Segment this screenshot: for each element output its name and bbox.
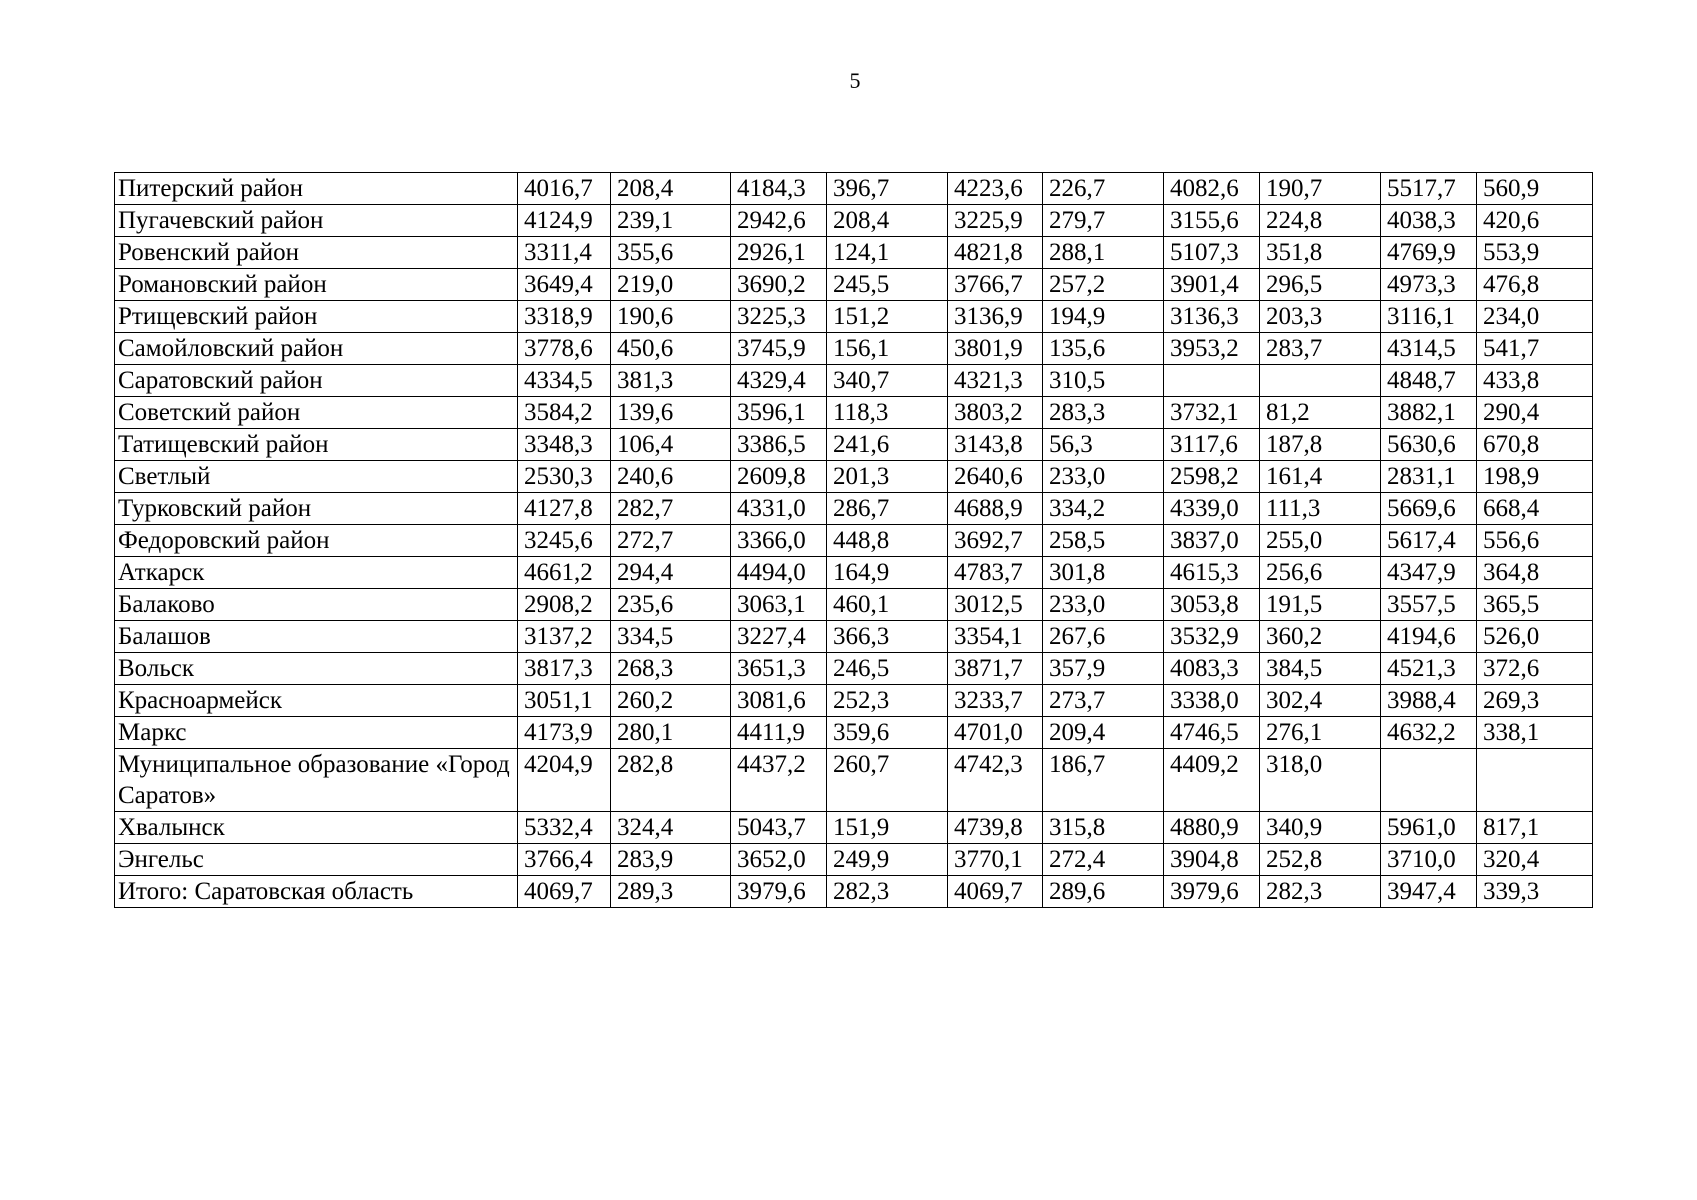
value-cell: 4321,3 [948,365,1043,397]
table-row [115,749,1593,812]
value-cell: 219,0 [611,269,731,301]
value-cell: 3354,1 [948,621,1043,653]
value-cell: 3766,4 [518,844,611,876]
value-cell: 3233,7 [948,685,1043,717]
value-cell: 294,4 [611,557,731,589]
value-cell: 296,5 [1260,269,1381,301]
value-cell: 289,6 [1043,876,1164,908]
value-cell: 301,8 [1043,557,1164,589]
value-cell: 3137,2 [518,621,611,653]
value-cell: 3053,8 [1164,589,1260,621]
value-cell: 5043,7 [731,812,827,844]
value-cell: 4769,9 [1381,237,1477,269]
value-cell: 560,9 [1477,173,1593,205]
value-cell: 2908,2 [518,589,611,621]
value-cell: 286,7 [827,493,948,525]
value-cell: 351,8 [1260,237,1381,269]
value-cell: 3225,3 [731,301,827,333]
value-cell: 4661,2 [518,557,611,589]
table-row [115,557,1593,589]
value-cell: 668,4 [1477,493,1593,525]
value-cell: 139,6 [611,397,731,429]
value-cell: 260,7 [827,749,948,812]
table-body [115,173,1593,908]
value-cell: 3979,6 [1164,876,1260,908]
table-row [115,653,1593,685]
value-cell: 3348,3 [518,429,611,461]
value-cell: 111,3 [1260,493,1381,525]
table-row [115,876,1593,908]
value-cell: 268,3 [611,653,731,685]
row-name-cell: Маркс [115,717,518,749]
value-cell: 124,1 [827,237,948,269]
value-cell: 5517,7 [1381,173,1477,205]
value-cell: 276,1 [1260,717,1381,749]
table-row [115,621,1593,653]
value-cell: 339,3 [1477,876,1593,908]
row-name-cell: Итого: Саратовская область [115,876,518,908]
table-row [115,461,1593,493]
value-cell: 4223,6 [948,173,1043,205]
value-cell: 3652,0 [731,844,827,876]
value-cell: 258,5 [1043,525,1164,557]
value-cell: 272,4 [1043,844,1164,876]
value-cell: 4184,3 [731,173,827,205]
value-cell: 3871,7 [948,653,1043,685]
value-cell [1477,749,1593,812]
value-cell: 4329,4 [731,365,827,397]
value-cell: 4409,2 [1164,749,1260,812]
value-cell: 4334,5 [518,365,611,397]
row-name-cell: Ровенский район [115,237,518,269]
value-cell: 4742,3 [948,749,1043,812]
value-cell: 282,3 [827,876,948,908]
value-cell: 384,5 [1260,653,1381,685]
value-cell: 235,6 [611,589,731,621]
value-cell: 2942,6 [731,205,827,237]
row-name-cell: Энгельс [115,844,518,876]
value-cell: 3817,3 [518,653,611,685]
value-cell: 282,3 [1260,876,1381,908]
row-name-cell: Балашов [115,621,518,653]
value-cell: 273,7 [1043,685,1164,717]
value-cell: 267,6 [1043,621,1164,653]
value-cell: 151,2 [827,301,948,333]
value-cell: 4739,8 [948,812,1043,844]
value-cell: 556,6 [1477,525,1593,557]
value-cell: 4783,7 [948,557,1043,589]
value-cell: 302,4 [1260,685,1381,717]
value-cell: 340,9 [1260,812,1381,844]
value-cell: 3596,1 [731,397,827,429]
value-cell: 3803,2 [948,397,1043,429]
value-cell: 340,7 [827,365,948,397]
value-cell: 161,4 [1260,461,1381,493]
value-cell: 234,0 [1477,301,1593,333]
value-cell: 381,3 [611,365,731,397]
value-cell: 3155,6 [1164,205,1260,237]
table-row [115,589,1593,621]
row-name-cell: Саратовский район [115,365,518,397]
row-name-cell: Аткарск [115,557,518,589]
value-cell: 4973,3 [1381,269,1477,301]
table-row [115,525,1593,557]
value-cell: 4848,7 [1381,365,1477,397]
data-table [114,172,1593,908]
value-cell: 365,5 [1477,589,1593,621]
value-cell: 5617,4 [1381,525,1477,557]
value-cell: 272,7 [611,525,731,557]
value-cell: 246,5 [827,653,948,685]
value-cell: 3690,2 [731,269,827,301]
value-cell: 4124,9 [518,205,611,237]
value-cell: 283,9 [611,844,731,876]
value-cell: 283,3 [1043,397,1164,429]
row-name-cell: Светлый [115,461,518,493]
value-cell: 396,7 [827,173,948,205]
value-cell: 334,5 [611,621,731,653]
value-cell [1164,365,1260,397]
value-cell: 3882,1 [1381,397,1477,429]
value-cell: 4821,8 [948,237,1043,269]
value-cell [1260,365,1381,397]
value-cell: 3732,1 [1164,397,1260,429]
table-row [115,269,1593,301]
value-cell: 5630,6 [1381,429,1477,461]
value-cell: 2640,6 [948,461,1043,493]
value-cell: 3117,6 [1164,429,1260,461]
value-cell: 233,0 [1043,589,1164,621]
value-cell: 448,8 [827,525,948,557]
value-cell: 372,6 [1477,653,1593,685]
value-cell: 3557,5 [1381,589,1477,621]
row-name-cell: Пугачевский район [115,205,518,237]
value-cell: 187,8 [1260,429,1381,461]
value-cell: 255,0 [1260,525,1381,557]
value-cell: 269,3 [1477,685,1593,717]
value-cell: 4083,3 [1164,653,1260,685]
value-cell: 239,1 [611,205,731,237]
value-cell: 5332,4 [518,812,611,844]
value-cell: 338,1 [1477,717,1593,749]
value-cell: 283,7 [1260,333,1381,365]
row-name-cell: Федоровский район [115,525,518,557]
value-cell: 208,4 [827,205,948,237]
value-cell: 670,8 [1477,429,1593,461]
table-row [115,717,1593,749]
table-row [115,205,1593,237]
value-cell: 476,8 [1477,269,1593,301]
value-cell: 194,9 [1043,301,1164,333]
value-cell: 4688,9 [948,493,1043,525]
table-row [115,365,1593,397]
value-cell: 4411,9 [731,717,827,749]
value-cell: 3988,4 [1381,685,1477,717]
page-number: 5 [849,68,861,93]
table-row [115,844,1593,876]
value-cell: 198,9 [1477,461,1593,493]
value-cell: 3692,7 [948,525,1043,557]
value-cell: 2530,3 [518,461,611,493]
value-cell: 318,0 [1260,749,1381,812]
value-cell: 190,7 [1260,173,1381,205]
value-cell: 4437,2 [731,749,827,812]
value-cell: 817,1 [1477,812,1593,844]
table-row [115,493,1593,525]
value-cell: 256,6 [1260,557,1381,589]
value-cell: 279,7 [1043,205,1164,237]
value-cell: 3770,1 [948,844,1043,876]
value-cell: 4880,9 [1164,812,1260,844]
table-row [115,812,1593,844]
value-cell: 3801,9 [948,333,1043,365]
value-cell: 3953,2 [1164,333,1260,365]
value-cell: 4069,7 [948,876,1043,908]
value-cell: 288,1 [1043,237,1164,269]
value-cell: 3318,9 [518,301,611,333]
value-cell: 4069,7 [518,876,611,908]
value-cell: 4632,2 [1381,717,1477,749]
value-cell: 324,4 [611,812,731,844]
value-cell: 541,7 [1477,333,1593,365]
value-cell: 282,7 [611,493,731,525]
value-cell: 553,9 [1477,237,1593,269]
value-cell: 280,1 [611,717,731,749]
table-row [115,301,1593,333]
value-cell: 191,5 [1260,589,1381,621]
value-cell: 135,6 [1043,333,1164,365]
value-cell: 4339,0 [1164,493,1260,525]
value-cell: 3778,6 [518,333,611,365]
value-cell: 5669,6 [1381,493,1477,525]
value-cell: 3386,5 [731,429,827,461]
value-cell: 3745,9 [731,333,827,365]
value-cell: 320,4 [1477,844,1593,876]
value-cell: 164,9 [827,557,948,589]
value-cell: 257,2 [1043,269,1164,301]
value-cell: 249,9 [827,844,948,876]
value-cell: 290,4 [1477,397,1593,429]
value-cell: 3136,3 [1164,301,1260,333]
value-cell: 224,8 [1260,205,1381,237]
value-cell: 2831,1 [1381,461,1477,493]
value-cell: 4331,0 [731,493,827,525]
row-name-cell: Самойловский район [115,333,518,365]
value-cell: 2609,8 [731,461,827,493]
value-cell: 4494,0 [731,557,827,589]
value-cell: 4347,9 [1381,557,1477,589]
value-cell: 241,6 [827,429,948,461]
value-cell: 81,2 [1260,397,1381,429]
value-cell: 3532,9 [1164,621,1260,653]
value-cell: 3837,0 [1164,525,1260,557]
value-cell: 56,3 [1043,429,1164,461]
value-cell: 3051,1 [518,685,611,717]
value-cell: 4746,5 [1164,717,1260,749]
value-cell: 3063,1 [731,589,827,621]
value-cell: 334,2 [1043,493,1164,525]
value-cell: 4314,5 [1381,333,1477,365]
value-cell: 4194,6 [1381,621,1477,653]
value-cell: 3651,3 [731,653,827,685]
value-cell: 233,0 [1043,461,1164,493]
value-cell: 156,1 [827,333,948,365]
value-cell: 252,3 [827,685,948,717]
table-row [115,397,1593,429]
value-cell: 151,9 [827,812,948,844]
value-cell: 190,6 [611,301,731,333]
value-cell: 5961,0 [1381,812,1477,844]
value-cell: 355,6 [611,237,731,269]
table-row [115,685,1593,717]
value-cell: 4204,9 [518,749,611,812]
value-cell: 282,8 [611,749,731,812]
row-name-cell: Ртищевский район [115,301,518,333]
value-cell: 3136,9 [948,301,1043,333]
value-cell: 3227,4 [731,621,827,653]
value-cell: 4701,0 [948,717,1043,749]
value-cell: 3012,5 [948,589,1043,621]
row-name-cell: Хвалынск [115,812,518,844]
value-cell: 289,3 [611,876,731,908]
value-cell: 3338,0 [1164,685,1260,717]
value-cell: 201,3 [827,461,948,493]
value-cell: 203,3 [1260,301,1381,333]
value-cell: 209,4 [1043,717,1164,749]
value-cell: 4615,3 [1164,557,1260,589]
value-cell: 5107,3 [1164,237,1260,269]
row-name-cell: Питерский район [115,173,518,205]
value-cell: 366,3 [827,621,948,653]
value-cell: 3225,9 [948,205,1043,237]
value-cell: 245,5 [827,269,948,301]
value-cell: 315,8 [1043,812,1164,844]
value-cell: 3766,7 [948,269,1043,301]
value-cell: 360,2 [1260,621,1381,653]
value-cell: 2598,2 [1164,461,1260,493]
value-cell: 3584,2 [518,397,611,429]
value-cell: 357,9 [1043,653,1164,685]
value-cell: 3143,8 [948,429,1043,461]
value-cell: 364,8 [1477,557,1593,589]
value-cell: 3979,6 [731,876,827,908]
row-name-cell: Вольск [115,653,518,685]
row-name-cell: Муниципальное образование «Город Саратов» [115,749,518,812]
value-cell: 3116,1 [1381,301,1477,333]
value-cell: 226,7 [1043,173,1164,205]
value-cell: 4127,8 [518,493,611,525]
value-cell [1381,749,1477,812]
value-cell: 4038,3 [1381,205,1477,237]
table-row [115,237,1593,269]
value-cell: 450,6 [611,333,731,365]
value-cell: 240,6 [611,461,731,493]
row-name-cell: Красноармейск [115,685,518,717]
row-name-cell: Советский район [115,397,518,429]
value-cell: 260,2 [611,685,731,717]
table-row [115,333,1593,365]
row-name-cell: Татищевский район [115,429,518,461]
value-cell: 310,5 [1043,365,1164,397]
table-row [115,173,1593,205]
value-cell: 4082,6 [1164,173,1260,205]
value-cell: 460,1 [827,589,948,621]
value-cell: 4173,9 [518,717,611,749]
value-cell: 3311,4 [518,237,611,269]
value-cell: 106,4 [611,429,731,461]
value-cell: 252,8 [1260,844,1381,876]
value-cell: 3245,6 [518,525,611,557]
value-cell: 526,0 [1477,621,1593,653]
value-cell: 3366,0 [731,525,827,557]
value-cell: 3904,8 [1164,844,1260,876]
row-name-cell: Романовский район [115,269,518,301]
value-cell: 420,6 [1477,205,1593,237]
value-cell: 208,4 [611,173,731,205]
value-cell: 3081,6 [731,685,827,717]
value-cell: 359,6 [827,717,948,749]
value-cell: 186,7 [1043,749,1164,812]
value-cell: 3710,0 [1381,844,1477,876]
value-cell: 118,3 [827,397,948,429]
row-name-cell: Балаково [115,589,518,621]
value-cell: 4016,7 [518,173,611,205]
value-cell: 4521,3 [1381,653,1477,685]
value-cell: 3649,4 [518,269,611,301]
table-row [115,429,1593,461]
value-cell: 3947,4 [1381,876,1477,908]
value-cell: 433,8 [1477,365,1593,397]
row-name-cell: Турковский район [115,493,518,525]
value-cell: 2926,1 [731,237,827,269]
value-cell: 3901,4 [1164,269,1260,301]
